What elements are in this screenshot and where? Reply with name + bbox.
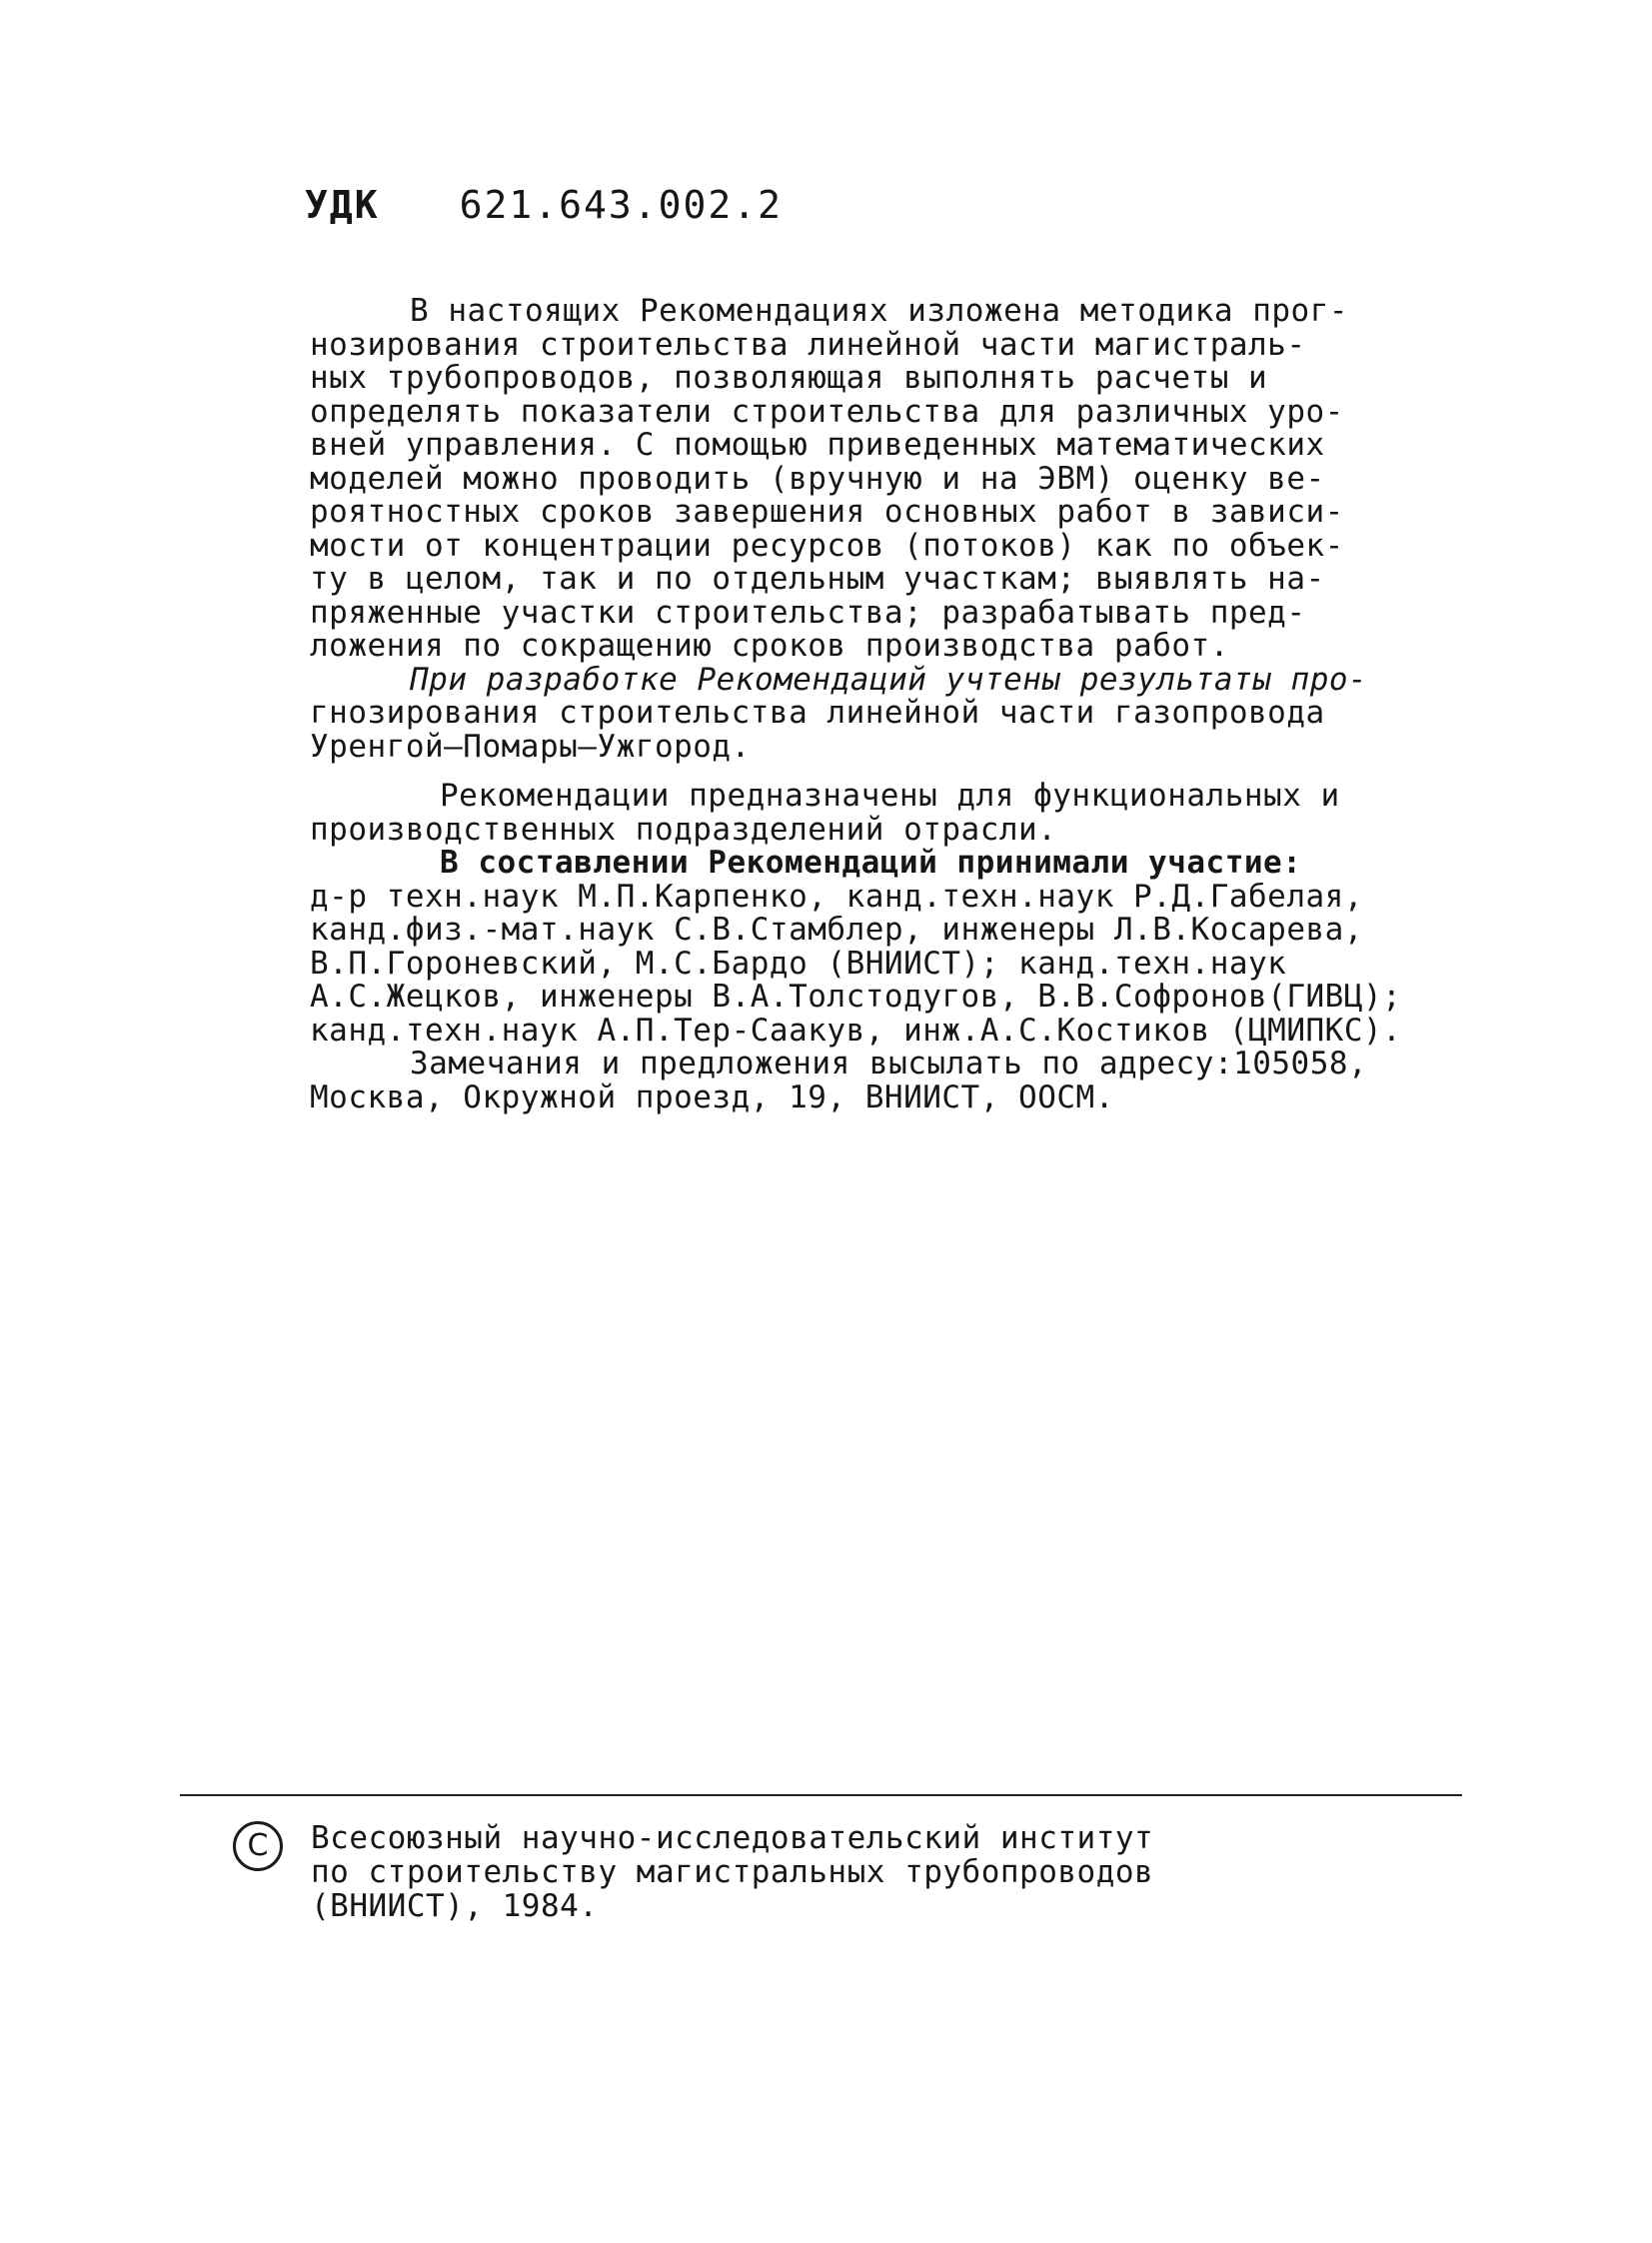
paragraph-purpose bbox=[310, 780, 1459, 847]
abstract-text bbox=[310, 295, 1459, 1115]
udk-code: 621.643.002.2 bbox=[459, 183, 784, 227]
text-line: ных трубопроводов, позволяющая выполнять расчеты и bbox=[310, 360, 1268, 396]
text-line: канд.техн.наук А.П.Тер-Саакув, инж.А.С.Костиков (ЦМИПКС). bbox=[310, 1012, 1402, 1049]
paragraph-authors bbox=[310, 847, 1459, 1048]
udk-line bbox=[305, 183, 783, 227]
copyright-icon bbox=[233, 1821, 283, 1871]
text-line: роятностных сроков завершения основных работ в зависи- bbox=[310, 494, 1344, 530]
text-line: Уренгой–Помары–Ужгород. bbox=[310, 728, 751, 765]
text-line: В настоящих Рекомендациях изложена методика прог- bbox=[410, 293, 1349, 329]
text-line: моделей можно проводить (вручную и на ЭВМ) оценку ве- bbox=[310, 460, 1325, 497]
text-line: Замечания и предложения высылать по адресу:105058, bbox=[410, 1046, 1368, 1082]
text-line: В составлении Рекомендаций принимали участие: bbox=[440, 845, 1302, 881]
copyright-symbol: C bbox=[247, 1828, 269, 1863]
paragraph-methodology bbox=[310, 295, 1459, 664]
text-line: При разработке Рекомендаций учтены результаты про- bbox=[410, 661, 1368, 698]
text-line: определять показатели строительства для различных уро- bbox=[310, 393, 1344, 430]
text-line: пряженные участки строительства; разрабатывать пред- bbox=[310, 594, 1306, 631]
text-line: по строительству магистральных трубопроводов bbox=[311, 1854, 1154, 1890]
text-line: мости от концентрации ресурсов (потоков) как по объек- bbox=[310, 527, 1344, 564]
text-line: Всесоюзный научно-исследовательский институт bbox=[311, 1820, 1154, 1856]
text-line: производственных подразделений отрасли. bbox=[310, 811, 1057, 848]
text-line: А.С.Жецков, инженеры В.А.Толстодугов, В.В.Софронов(ГИВЦ); bbox=[310, 979, 1402, 1015]
text-line: ложения по сокращению сроков производства работ. bbox=[310, 628, 1229, 664]
text-line: вней управления. С помощью приведенных математических bbox=[310, 427, 1325, 463]
copyright-text bbox=[311, 1821, 1153, 1923]
footer-divider bbox=[180, 1794, 1462, 1796]
text-line: нозирования строительства линейной части магистраль- bbox=[310, 326, 1306, 363]
paragraph-address bbox=[310, 1048, 1459, 1115]
text-line: канд.физ.-мат.наук С.В.Стамблер, инженеры Л.В.Косарева, bbox=[310, 912, 1363, 948]
text-line: (ВНИИСТ), 1984. bbox=[311, 1888, 599, 1924]
text-line: ту в целом, так и по отдельным участкам; выявлять на- bbox=[310, 561, 1325, 597]
text-line: Рекомендации предназначены для функциональных и bbox=[440, 778, 1340, 814]
udk-label: УДК bbox=[305, 183, 380, 227]
paragraph-results bbox=[310, 661, 1459, 765]
text-line: д-р техн.наук М.П.Карпенко, канд.техн.наук Р.Д.Габелая, bbox=[310, 878, 1363, 915]
text-line: В.П.Гороневский, М.С.Бардо (ВНИИСТ); канд.техн.наук bbox=[310, 945, 1287, 982]
text-line: гнозирования строительства линейной части газопровода bbox=[310, 695, 1325, 731]
text-line: Москва, Окружной проезд, 19, ВНИИСТ, ООСМ. bbox=[310, 1079, 1114, 1116]
